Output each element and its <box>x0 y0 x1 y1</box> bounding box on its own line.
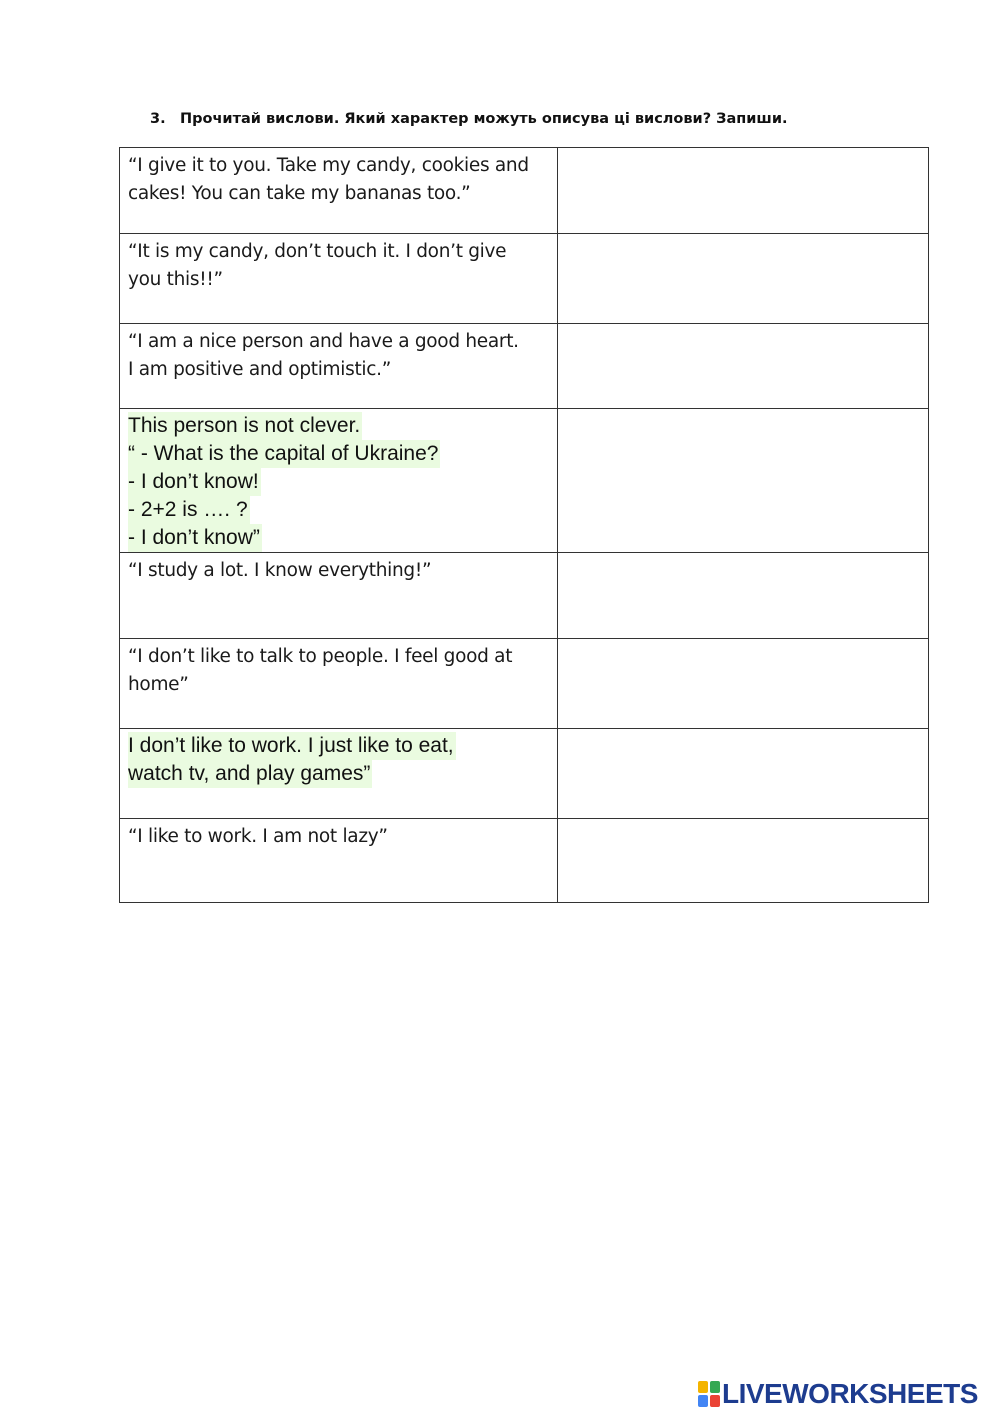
statement-text <box>120 819 557 851</box>
statement-line: home” <box>128 674 189 695</box>
task-instruction <box>150 111 788 127</box>
logo-square-2 <box>710 1381 720 1393</box>
statement-line: - I don’t know! <box>128 468 261 496</box>
answer-cell <box>558 553 929 639</box>
answer-input[interactable] <box>558 729 928 783</box>
statement-line: cakes! You can take my bananas too.” <box>128 183 471 204</box>
logo-square-4 <box>710 1395 720 1407</box>
answer-cell <box>558 409 929 553</box>
table-row <box>120 234 929 324</box>
statement-text <box>120 324 557 384</box>
statement-line: This person is not clever. <box>128 412 362 440</box>
table-row <box>120 148 929 234</box>
statement-line: I don’t like to work. I just like to eat, <box>128 732 456 760</box>
answer-cell <box>558 234 929 324</box>
statement-cell <box>120 553 558 639</box>
table-row <box>120 409 929 553</box>
statement-cell <box>120 729 558 819</box>
answer-input[interactable] <box>558 639 928 693</box>
answer-input[interactable] <box>558 324 928 378</box>
liveworksheets-logo <box>698 1379 978 1409</box>
answer-input[interactable] <box>558 819 928 873</box>
worksheet-table <box>119 147 929 903</box>
answer-input[interactable] <box>558 148 928 202</box>
statement-cell <box>120 409 558 553</box>
statement-line: - 2+2 is …. ? <box>128 496 250 524</box>
statement-line: “I am a nice person and have a good heart. <box>128 331 519 352</box>
table-row <box>120 553 929 639</box>
answer-input[interactable] <box>558 234 928 288</box>
answer-input[interactable] <box>558 409 928 463</box>
statement-cell <box>120 324 558 409</box>
statement-cell <box>120 819 558 903</box>
statement-text <box>120 729 557 788</box>
statement-line: “I don’t like to talk to people. I feel good at <box>128 646 513 667</box>
statement-cell <box>120 148 558 234</box>
liveworksheets-logo-icon <box>698 1381 720 1407</box>
answer-cell <box>558 819 929 903</box>
answer-cell <box>558 639 929 729</box>
statement-cell <box>120 639 558 729</box>
statement-line: “ - What is the capital of Ukraine? <box>128 440 440 468</box>
table-row <box>120 639 929 729</box>
statement-line: I am positive and optimistic.” <box>128 359 391 380</box>
statement-text <box>120 409 557 552</box>
answer-cell <box>558 729 929 819</box>
answer-input[interactable] <box>558 553 928 607</box>
table-row <box>120 324 929 409</box>
statement-line: you this!!” <box>128 269 223 290</box>
statement-line: watch tv, and play games” <box>128 760 372 788</box>
statement-line: - I don’t know” <box>128 524 262 552</box>
answer-cell <box>558 148 929 234</box>
statement-text <box>120 234 557 294</box>
table-row <box>120 729 929 819</box>
logo-text: LIVEWORKSHEETS <box>722 1378 978 1409</box>
logo-square-1 <box>698 1381 708 1393</box>
answer-cell <box>558 324 929 409</box>
statement-line: “I give it to you. Take my candy, cookies and <box>128 155 529 176</box>
statement-text <box>120 553 557 585</box>
statement-line: “I study a lot. I know everything!” <box>128 560 432 581</box>
statement-text <box>120 639 557 699</box>
statement-line: “I like to work. I am not lazy” <box>128 826 388 847</box>
logo-square-3 <box>698 1395 708 1407</box>
statement-text <box>120 148 557 208</box>
statement-line: “It is my candy, don’t touch it. I don’t give <box>128 241 507 262</box>
statement-cell <box>120 234 558 324</box>
task-number: 3. <box>150 111 166 127</box>
task-instruction-text: Прочитай вислови. Який характер можуть описува ці вислови? Запиши. <box>180 111 788 127</box>
table-row <box>120 819 929 903</box>
